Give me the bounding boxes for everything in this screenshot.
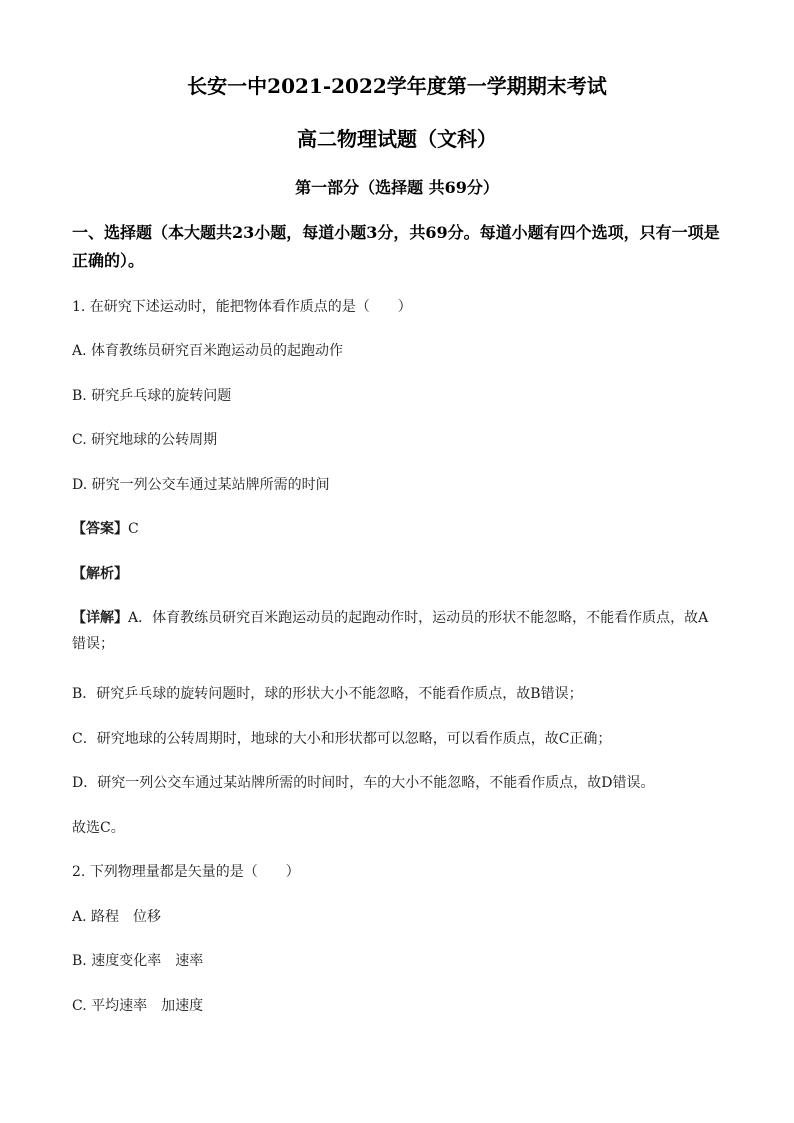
question-1-option-d: D. 研究一列公交车通过某站牌所需的时间 bbox=[72, 477, 330, 493]
analysis-label: 【解析】 bbox=[72, 566, 128, 582]
question-2-option-b: B. 速度变化率 速率 bbox=[72, 953, 204, 969]
detail-b: B．研究乒乓球的旋转问题时，球的形状大小不能忽略，不能看作质点，故B错误； bbox=[72, 686, 583, 702]
question-2-option-a: A. 路程 位移 bbox=[72, 909, 162, 925]
exam-subtitle: 高二物理试题（文科） bbox=[297, 127, 497, 151]
detail-d: D．研究一列公交车通过某站牌所需的时间时，车的大小不能忽略，不能看作质点，故D错误。 bbox=[72, 775, 655, 791]
answer-value: C bbox=[128, 521, 139, 537]
exam-title: 长安一中2021-2022学年度第一学期期末考试 bbox=[187, 74, 607, 98]
answer-label: 【答案】 bbox=[72, 521, 128, 537]
answer-row bbox=[72, 516, 722, 542]
conclusion: 故选C。 bbox=[72, 820, 125, 836]
detail-a-text: A．体育教练员研究百米跑运动员的起跑动作时，运动员的形状不能忽略，不能看作质点，故A错误； bbox=[72, 610, 709, 652]
section-heading: 一、选择题（本大题共23小题，每道小题3分，共69分。每道小题有四个选项，只有一项是正确的）。 bbox=[72, 223, 720, 270]
analysis-row bbox=[72, 561, 722, 587]
detail-label: 【详解】 bbox=[72, 610, 128, 626]
question-2-stem: 2. 下列物理量都是矢量的是（ ） bbox=[72, 864, 300, 880]
question-1-stem: 1. 在研究下述运动时，能把物体看作质点的是（ ） bbox=[72, 299, 412, 315]
question-1-option-b: B. 研究乒乓球的旋转问题 bbox=[72, 388, 232, 404]
question-2-option-c: C. 平均速率 加速度 bbox=[72, 998, 204, 1014]
detail-c: C．研究地球的公转周期时，地球的大小和形状都可以忽略，可以看作质点，故C正确； bbox=[72, 731, 612, 747]
detail-a bbox=[72, 605, 722, 657]
part-heading: 第一部分（选择题 共69分） bbox=[295, 178, 499, 197]
question-1-option-c: C. 研究地球的公转周期 bbox=[72, 432, 218, 448]
question-1-option-a: A. 体育教练员研究百米跑运动员的起跑动作 bbox=[72, 343, 344, 359]
